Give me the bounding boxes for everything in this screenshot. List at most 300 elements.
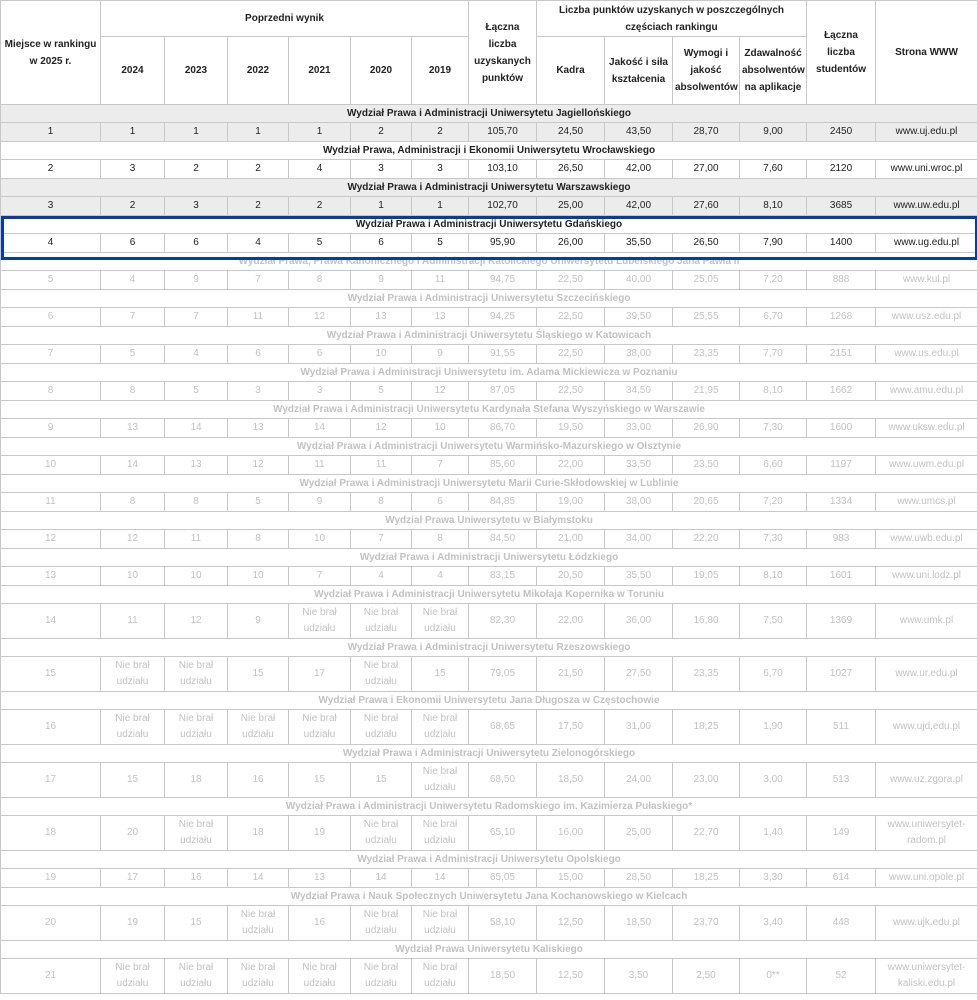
year-cell: Nie brał udziału xyxy=(412,604,469,639)
year-cell: 12 xyxy=(101,530,165,549)
year-cell: 14 xyxy=(412,869,469,888)
wymogi-cell: 2,50 xyxy=(673,959,740,994)
jakosc-cell: 3,50 xyxy=(605,959,673,994)
zdawalnosc-cell: 7,70 xyxy=(740,345,807,364)
year-cell: Nie brał udziału xyxy=(101,959,165,994)
kadra-cell: 24,50 xyxy=(537,123,605,142)
table-row xyxy=(1,456,977,475)
year-cell: 5 xyxy=(228,493,289,512)
year-cell: 2 xyxy=(412,123,469,142)
total-points-cell: 82,30 xyxy=(469,604,537,639)
total-points-cell: 95,90 xyxy=(469,234,537,253)
students-cell: 1027 xyxy=(807,657,876,692)
year-cell: 8 xyxy=(101,493,165,512)
year-cell: 9 xyxy=(412,345,469,364)
jakosc-cell: 42,00 xyxy=(605,197,673,216)
total-points-cell: 84,85 xyxy=(469,493,537,512)
rank-cell: 14 xyxy=(1,604,101,639)
table-row xyxy=(1,763,977,798)
header-year: 2020 xyxy=(351,37,412,105)
year-cell: Nie brał udziału xyxy=(101,657,165,692)
university-name-row xyxy=(1,253,977,271)
year-cell: 3 xyxy=(165,197,228,216)
header-year: 2022 xyxy=(228,37,289,105)
university-name-row xyxy=(1,692,977,710)
zdawalnosc-cell: 1,90 xyxy=(740,710,807,745)
year-cell: 9 xyxy=(228,604,289,639)
year-cell: 8 xyxy=(228,530,289,549)
university-name: Wydział Prawa i Administracji Uniwersytetu Opolskiego xyxy=(1,851,977,869)
total-points-cell: 65,05 xyxy=(469,869,537,888)
zdawalnosc-cell: 7,90 xyxy=(740,234,807,253)
zdawalnosc-cell: 6,70 xyxy=(740,657,807,692)
www-cell: www.uni.lodz.pl xyxy=(876,567,977,586)
kadra-cell: 26,00 xyxy=(537,234,605,253)
jakosc-cell: 38,00 xyxy=(605,345,673,364)
rank-cell: 19 xyxy=(1,869,101,888)
wymogi-cell: 22,70 xyxy=(673,816,740,851)
year-cell: 11 xyxy=(228,308,289,327)
table-row xyxy=(1,160,977,179)
rank-cell: 21 xyxy=(1,959,101,994)
year-cell: 1 xyxy=(289,123,351,142)
students-cell: 1400 xyxy=(807,234,876,253)
header-www: Strona WWW xyxy=(876,1,977,105)
university-name: Wydział Prawa i Administracji Uniwersytetu Szczecińskiego xyxy=(1,290,977,308)
year-cell: 15 xyxy=(101,763,165,798)
students-cell: 2450 xyxy=(807,123,876,142)
table-row xyxy=(1,308,977,327)
total-points-cell: 85,60 xyxy=(469,456,537,475)
total-points-cell: 84,50 xyxy=(469,530,537,549)
rank-cell: 10 xyxy=(1,456,101,475)
university-name-row xyxy=(1,327,977,345)
rank-cell: 6 xyxy=(1,308,101,327)
university-name: Wydział Prawa i Administracji Uniwersytetu Zielonogórskiego xyxy=(1,745,977,763)
rank-cell: 16 xyxy=(1,710,101,745)
year-cell: 6 xyxy=(228,345,289,364)
table-row xyxy=(1,657,977,692)
year-cell: 11 xyxy=(412,271,469,290)
total-points-cell: 68,50 xyxy=(469,763,537,798)
year-cell: 4 xyxy=(289,160,351,179)
jakosc-cell: 38,00 xyxy=(605,493,673,512)
year-cell: 10 xyxy=(101,567,165,586)
university-name-row xyxy=(1,401,977,419)
table-row xyxy=(1,530,977,549)
year-cell: 13 xyxy=(165,456,228,475)
students-cell: 888 xyxy=(807,271,876,290)
year-cell: 13 xyxy=(351,308,412,327)
table-row xyxy=(1,710,977,745)
year-cell: 14 xyxy=(101,456,165,475)
header-criterion-kadra: Kadra xyxy=(537,37,605,105)
rank-cell: 5 xyxy=(1,271,101,290)
year-cell: 2 xyxy=(289,197,351,216)
year-cell: 4 xyxy=(412,567,469,586)
wymogi-cell: 22,20 xyxy=(673,530,740,549)
jakosc-cell: 34,00 xyxy=(605,530,673,549)
rank-cell: 7 xyxy=(1,345,101,364)
jakosc-cell: 24,00 xyxy=(605,763,673,798)
zdawalnosc-cell: 7,20 xyxy=(740,271,807,290)
year-cell: 9 xyxy=(165,271,228,290)
year-cell: 1 xyxy=(101,123,165,142)
year-cell: 11 xyxy=(165,530,228,549)
jakosc-cell: 33,00 xyxy=(605,419,673,438)
year-cell: 6 xyxy=(289,345,351,364)
www-cell: www.uwb.edu.pl xyxy=(876,530,977,549)
students-cell: 448 xyxy=(807,906,876,941)
www-cell: www.ug.edu.pl xyxy=(876,234,977,253)
rank-cell: 18 xyxy=(1,816,101,851)
jakosc-cell: 40,00 xyxy=(605,271,673,290)
year-cell: 16 xyxy=(165,869,228,888)
university-name: Wydział Prawa i Nauk Społecznych Uniwersytetu Jana Kochanowskiego w Kielcach xyxy=(1,888,977,906)
zdawalnosc-cell: 8,10 xyxy=(740,382,807,401)
year-cell: Nie brał udziału xyxy=(165,816,228,851)
year-cell: Nie brał udziału xyxy=(289,604,351,639)
year-cell: 6 xyxy=(165,234,228,253)
university-name-row xyxy=(1,586,977,604)
university-name: Wydział Prawa Uniwersytetu w Białymstoku xyxy=(1,512,977,530)
www-cell: www.uniwersytet-kaliski.edu.pl xyxy=(876,959,977,994)
kadra-cell: 26,50 xyxy=(537,160,605,179)
table-row xyxy=(1,816,977,851)
jakosc-cell: 18,50 xyxy=(605,906,673,941)
kadra-cell: 21,00 xyxy=(537,530,605,549)
year-cell: Nie brał udziału xyxy=(289,710,351,745)
year-cell: Nie brał udziału xyxy=(165,959,228,994)
year-cell: 1 xyxy=(412,197,469,216)
header-previous: Poprzedni wynik xyxy=(101,1,469,37)
university-name-row xyxy=(1,941,977,959)
kadra-cell: 18,50 xyxy=(537,763,605,798)
jakosc-cell: 35,50 xyxy=(605,234,673,253)
university-name: Wydział Prawa i Ekonomii Uniwersytetu Jana Długosza w Częstochowie xyxy=(1,692,977,710)
table-row xyxy=(1,567,977,586)
year-cell: 16 xyxy=(228,763,289,798)
total-points-cell: 94,25 xyxy=(469,308,537,327)
total-points-cell: 103,10 xyxy=(469,160,537,179)
wymogi-cell: 18,25 xyxy=(673,869,740,888)
www-cell: www.uksw.edu.pl xyxy=(876,419,977,438)
zdawalnosc-cell: 3,40 xyxy=(740,906,807,941)
year-cell: 5 xyxy=(351,382,412,401)
university-name-row xyxy=(1,290,977,308)
header-total-points: Łączna liczba uzyskanych punktów xyxy=(469,1,537,105)
zdawalnosc-cell: 7,50 xyxy=(740,604,807,639)
year-cell: 7 xyxy=(165,308,228,327)
www-cell: www.uz.zgora.pl xyxy=(876,763,977,798)
university-name: Wydział Prawa i Administracji Uniwersytetu Warszawskiego xyxy=(1,179,977,197)
www-cell: www.uwm.edu.pl xyxy=(876,456,977,475)
year-cell: 5 xyxy=(289,234,351,253)
table-row xyxy=(1,197,977,216)
year-cell: 15 xyxy=(228,657,289,692)
www-cell: www.umk.pl xyxy=(876,604,977,639)
table-row xyxy=(1,493,977,512)
year-cell: Nie brał udziału xyxy=(228,959,289,994)
year-cell: 15 xyxy=(289,763,351,798)
year-cell: 13 xyxy=(228,419,289,438)
kadra-cell: 21,50 xyxy=(537,657,605,692)
total-points-cell: 91,55 xyxy=(469,345,537,364)
students-cell: 3685 xyxy=(807,197,876,216)
university-name-row xyxy=(1,105,977,123)
year-cell: 11 xyxy=(351,456,412,475)
zdawalnosc-cell: 7,20 xyxy=(740,493,807,512)
www-cell: www.umcs.pl xyxy=(876,493,977,512)
table-row xyxy=(1,959,977,994)
year-cell: Nie brał udziału xyxy=(351,710,412,745)
year-cell: 6 xyxy=(101,234,165,253)
www-cell: www.ujd.edu.pl xyxy=(876,710,977,745)
wymogi-cell: 19,05 xyxy=(673,567,740,586)
zdawalnosc-cell: 7,30 xyxy=(740,530,807,549)
header-year: 2019 xyxy=(412,37,469,105)
total-points-cell: 94,75 xyxy=(469,271,537,290)
year-cell: 3 xyxy=(101,160,165,179)
year-cell: Nie brał udziału xyxy=(165,657,228,692)
wymogi-cell: 27,00 xyxy=(673,160,740,179)
rank-cell: 17 xyxy=(1,763,101,798)
year-cell: 2 xyxy=(228,160,289,179)
university-name: Wydział Prawa i Administracji Uniwersytetu Rzeszowskiego xyxy=(1,639,977,657)
www-cell: www.uw.edu.pl xyxy=(876,197,977,216)
zdawalnosc-cell: 3,00 xyxy=(740,763,807,798)
zdawalnosc-cell: 9,00 xyxy=(740,123,807,142)
table-row xyxy=(1,869,977,888)
year-cell: Nie brał udziału xyxy=(101,710,165,745)
university-name: Wydział Prawa Uniwersytetu Kaliskiego xyxy=(1,941,977,959)
year-cell: 3 xyxy=(351,160,412,179)
students-cell: 1334 xyxy=(807,493,876,512)
year-cell: 7 xyxy=(351,530,412,549)
students-cell: 52 xyxy=(807,959,876,994)
university-name: Wydział Prawa i Administracji Uniwersytetu Łódzkiego xyxy=(1,549,977,567)
kadra-cell: 17,50 xyxy=(537,710,605,745)
rank-cell: 11 xyxy=(1,493,101,512)
total-points-cell: 86,70 xyxy=(469,419,537,438)
year-cell: 4 xyxy=(351,567,412,586)
kadra-cell: 16,00 xyxy=(537,816,605,851)
year-cell: 12 xyxy=(412,382,469,401)
jakosc-cell: 25,00 xyxy=(605,816,673,851)
year-cell: 8 xyxy=(351,493,412,512)
year-cell: 15 xyxy=(412,657,469,692)
table-row xyxy=(1,419,977,438)
students-cell: 1601 xyxy=(807,567,876,586)
rank-cell: 2 xyxy=(1,160,101,179)
year-cell: 8 xyxy=(101,382,165,401)
university-name-row xyxy=(1,216,977,234)
year-cell: 6 xyxy=(412,493,469,512)
students-cell: 1268 xyxy=(807,308,876,327)
jakosc-cell: 36,00 xyxy=(605,604,673,639)
year-cell: Nie brał udziału xyxy=(412,816,469,851)
university-name-row xyxy=(1,851,977,869)
students-cell: 511 xyxy=(807,710,876,745)
students-cell: 1600 xyxy=(807,419,876,438)
kadra-cell: 25,00 xyxy=(537,197,605,216)
year-cell: 15 xyxy=(165,906,228,941)
header-year: 2023 xyxy=(165,37,228,105)
total-points-cell: 83,15 xyxy=(469,567,537,586)
year-cell: 15 xyxy=(351,763,412,798)
year-cell: 14 xyxy=(228,869,289,888)
year-cell: 3 xyxy=(228,382,289,401)
rank-cell: 15 xyxy=(1,657,101,692)
university-name: Wydział Prawa i Administracji Uniwersytetu Warmińsko-Mazurskiego w Olsztynie xyxy=(1,438,977,456)
year-cell: 10 xyxy=(351,345,412,364)
students-cell: 149 xyxy=(807,816,876,851)
year-cell: Nie brał udziału xyxy=(228,710,289,745)
kadra-cell: 22,50 xyxy=(537,271,605,290)
year-cell: 7 xyxy=(101,308,165,327)
jakosc-cell: 35,50 xyxy=(605,567,673,586)
table-row xyxy=(1,123,977,142)
university-name-row xyxy=(1,888,977,906)
year-cell: 16 xyxy=(289,906,351,941)
header-year: 2021 xyxy=(289,37,351,105)
university-name-row xyxy=(1,142,977,160)
year-cell: 19 xyxy=(101,906,165,941)
students-cell: 1369 xyxy=(807,604,876,639)
www-cell: www.ur.edu.pl xyxy=(876,657,977,692)
year-cell: 4 xyxy=(228,234,289,253)
year-cell: 12 xyxy=(351,419,412,438)
year-cell: 9 xyxy=(289,493,351,512)
wymogi-cell: 18,25 xyxy=(673,710,740,745)
year-cell: 2 xyxy=(351,123,412,142)
table-header xyxy=(1,1,977,105)
wymogi-cell: 26,50 xyxy=(673,234,740,253)
jakosc-cell: 28,50 xyxy=(605,869,673,888)
university-name: Wydział Prawa i Administracji Uniwersytetu Radomskiego im. Kazimierza Pułaskiego* xyxy=(1,798,977,816)
year-cell: Nie brał udziału xyxy=(412,959,469,994)
www-cell: www.ujk.edu.pl xyxy=(876,906,977,941)
university-name-row xyxy=(1,549,977,567)
wymogi-cell: 23,00 xyxy=(673,763,740,798)
www-cell: www.uni.opole.pl xyxy=(876,869,977,888)
year-cell: Nie brał udziału xyxy=(351,906,412,941)
year-cell: 2 xyxy=(101,197,165,216)
year-cell: 8 xyxy=(289,271,351,290)
header-criteria-group: Liczba punktów uzyskanych w poszczególnych częściach rankingu xyxy=(537,1,807,37)
year-cell: 1 xyxy=(165,123,228,142)
year-cell: Nie brał udziału xyxy=(412,710,469,745)
year-cell: 3 xyxy=(412,160,469,179)
rank-cell: 1 xyxy=(1,123,101,142)
kadra-cell: 20,50 xyxy=(537,567,605,586)
year-cell: 1 xyxy=(228,123,289,142)
www-cell: www.uni.wroc.pl xyxy=(876,160,977,179)
table-row xyxy=(1,906,977,941)
university-name-row xyxy=(1,364,977,382)
year-cell: 5 xyxy=(101,345,165,364)
students-cell: 1662 xyxy=(807,382,876,401)
www-cell: www.us.edu.pl xyxy=(876,345,977,364)
students-cell: 983 xyxy=(807,530,876,549)
wymogi-cell: 28,70 xyxy=(673,123,740,142)
table-row xyxy=(1,345,977,364)
www-cell: www.amu.edu.pl xyxy=(876,382,977,401)
kadra-cell: 12,50 xyxy=(537,959,605,994)
year-cell: 2 xyxy=(228,197,289,216)
university-name-row xyxy=(1,639,977,657)
year-cell: 6 xyxy=(351,234,412,253)
university-name-row xyxy=(1,438,977,456)
www-cell: www.usz.edu.pl xyxy=(876,308,977,327)
rank-cell: 8 xyxy=(1,382,101,401)
jakosc-cell: 31,00 xyxy=(605,710,673,745)
rank-cell: 3 xyxy=(1,197,101,216)
kadra-cell: 22,50 xyxy=(537,345,605,364)
wymogi-cell: 25,05 xyxy=(673,271,740,290)
wymogi-cell: 25,55 xyxy=(673,308,740,327)
year-cell: 17 xyxy=(101,869,165,888)
header-students: Łączna liczba studentów xyxy=(807,1,876,105)
zdawalnosc-cell: 6,70 xyxy=(740,308,807,327)
wymogi-cell: 26,90 xyxy=(673,419,740,438)
university-name: Wydział Prawa, Administracji i Ekonomii Uniwersytetu Wrocławskiego xyxy=(1,142,977,160)
zdawalnosc-cell: 8,10 xyxy=(740,197,807,216)
zdawalnosc-cell: 6,60 xyxy=(740,456,807,475)
students-cell: 2151 xyxy=(807,345,876,364)
year-cell: Nie brał udziału xyxy=(351,657,412,692)
university-name: Wydział Prawa i Administracji Uniwersytetu Mikołaja Kopernika w Toruniu xyxy=(1,586,977,604)
year-cell: 8 xyxy=(165,493,228,512)
kadra-cell: 15,00 xyxy=(537,869,605,888)
year-cell: Nie brał udziału xyxy=(412,906,469,941)
wymogi-cell: 16,80 xyxy=(673,604,740,639)
year-cell: 2 xyxy=(165,160,228,179)
wymogi-cell: 23,35 xyxy=(673,657,740,692)
year-cell: 13 xyxy=(101,419,165,438)
year-cell: 11 xyxy=(101,604,165,639)
year-cell: 8 xyxy=(412,530,469,549)
table-row xyxy=(1,382,977,401)
university-name-row xyxy=(1,512,977,530)
total-points-cell: 18,50 xyxy=(469,959,537,994)
wymogi-cell: 21,95 xyxy=(673,382,740,401)
jakosc-cell: 39,50 xyxy=(605,308,673,327)
zdawalnosc-cell: 7,60 xyxy=(740,160,807,179)
wymogi-cell: 20,65 xyxy=(673,493,740,512)
year-cell: Nie brał udziału xyxy=(351,816,412,851)
total-points-cell: 102,70 xyxy=(469,197,537,216)
university-name-row xyxy=(1,179,977,197)
university-name: Wydział Prawa i Administracji Uniwersytetu Gdańskiego xyxy=(1,216,977,234)
zdawalnosc-cell: 8,10 xyxy=(740,567,807,586)
year-cell: 19 xyxy=(289,816,351,851)
year-cell: Nie brał udziału xyxy=(228,906,289,941)
year-cell: 1 xyxy=(351,197,412,216)
kadra-cell: 22,50 xyxy=(537,382,605,401)
header-criterion-jakosc: Jakość i siła kształcenia xyxy=(605,37,673,105)
kadra-cell: 22,00 xyxy=(537,456,605,475)
table-row xyxy=(1,234,977,253)
year-cell: 5 xyxy=(412,234,469,253)
wymogi-cell: 23,35 xyxy=(673,345,740,364)
year-cell: 11 xyxy=(289,456,351,475)
rank-cell: 20 xyxy=(1,906,101,941)
university-name: Wydział Prawa i Administracji Uniwersytetu Śląskiego w Katowicach xyxy=(1,327,977,345)
year-cell: 20 xyxy=(101,816,165,851)
zdawalnosc-cell: 3,30 xyxy=(740,869,807,888)
wymogi-cell: 23,50 xyxy=(673,456,740,475)
